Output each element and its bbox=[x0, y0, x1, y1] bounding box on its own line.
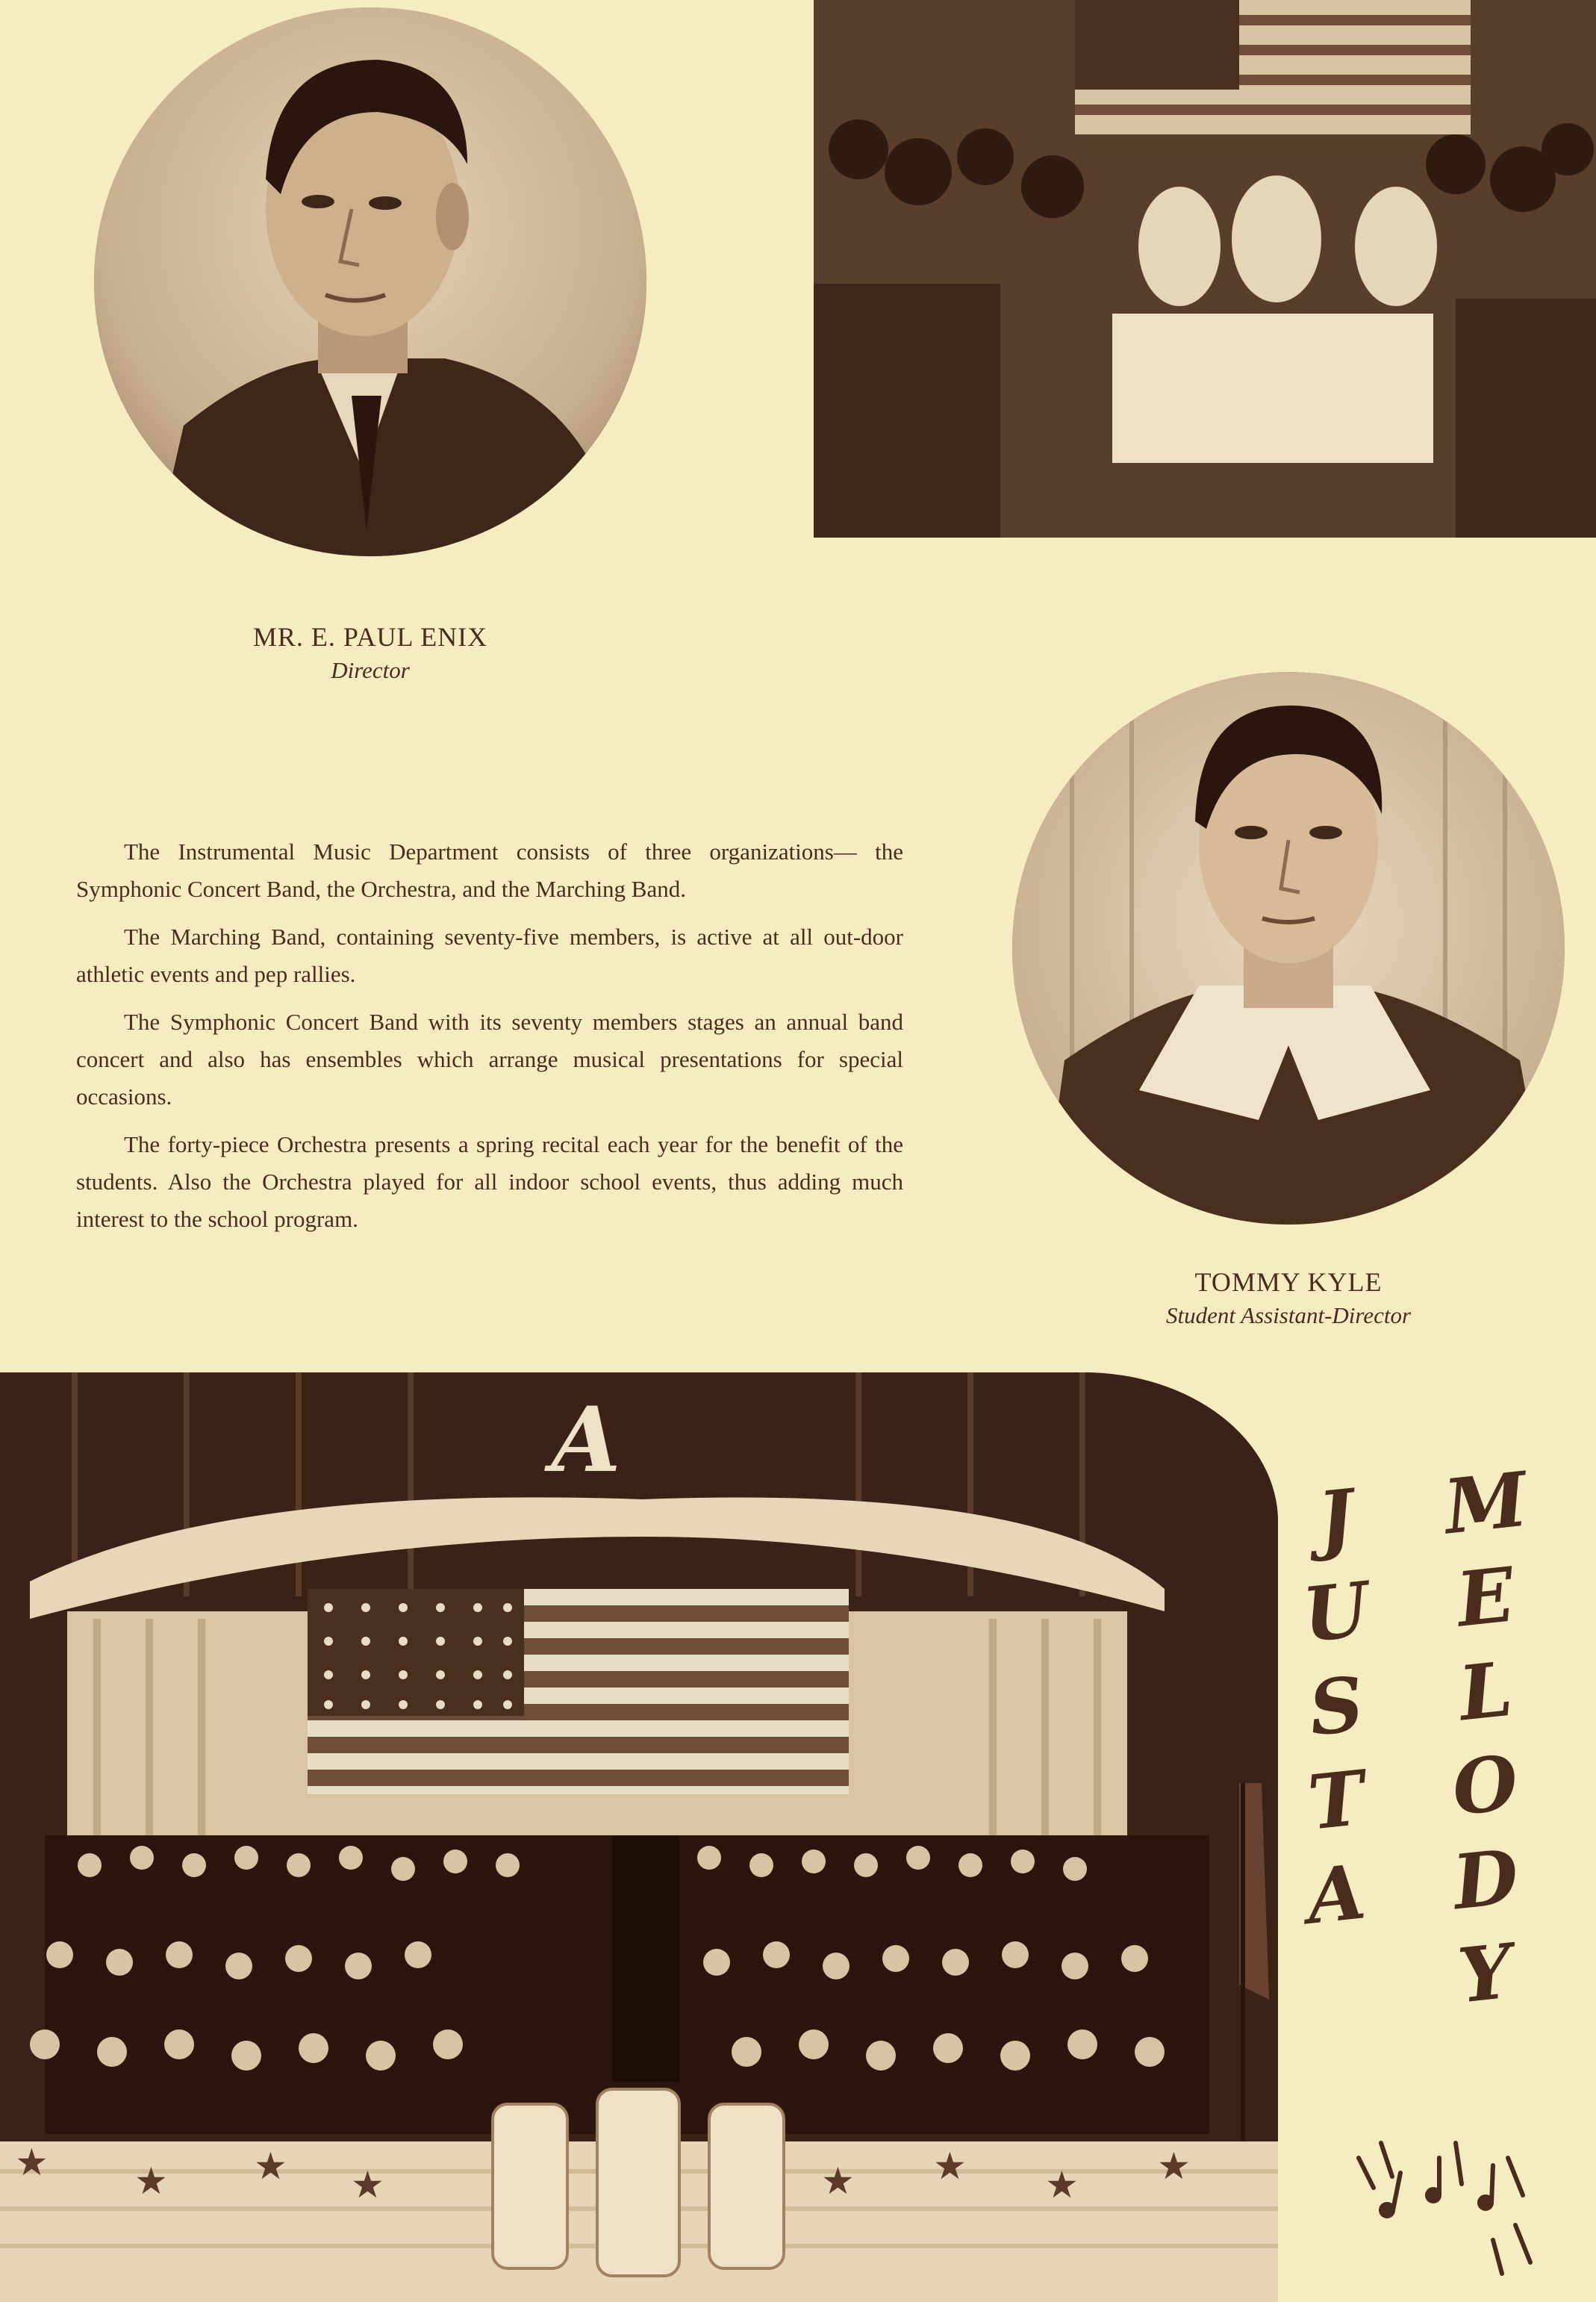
department-description bbox=[76, 833, 903, 1248]
svg-text:★: ★ bbox=[351, 2163, 384, 2206]
assistant-caption bbox=[1102, 1266, 1475, 1329]
title-letter: D bbox=[1448, 1832, 1523, 1927]
paragraph-organizations: The Instrumental Music Department consists of three organizations— the Symphonic Concert Band, the Orchestra, and the Marching Band. bbox=[76, 839, 903, 902]
title-letter: U bbox=[1299, 1564, 1374, 1660]
title-letter: A bbox=[1303, 1847, 1370, 1941]
svg-text:★: ★ bbox=[933, 2144, 967, 2188]
svg-text:★: ★ bbox=[821, 2159, 855, 2203]
svg-text:★: ★ bbox=[1045, 2163, 1079, 2206]
director-title: Director bbox=[331, 657, 410, 683]
banquet-photo bbox=[814, 0, 1596, 538]
music-notes-icon bbox=[1344, 2113, 1553, 2292]
stage-letter: A bbox=[551, 1387, 621, 1493]
svg-text:★: ★ bbox=[15, 2141, 49, 2184]
director-portrait-photo bbox=[94, 7, 646, 556]
title-letter: T bbox=[1303, 1753, 1369, 1847]
title-letter: O bbox=[1448, 1738, 1523, 1833]
title-letter: Y bbox=[1454, 1926, 1517, 2021]
assistant-name: TOMMY KYLE bbox=[1194, 1267, 1383, 1297]
title-letter: J bbox=[1314, 1472, 1359, 1564]
title-letter: L bbox=[1454, 1644, 1517, 1738]
title-letter: E bbox=[1452, 1550, 1519, 1644]
director-caption bbox=[184, 621, 557, 684]
director-name: MR. E. PAUL ENIX bbox=[252, 622, 488, 652]
title-column-melody bbox=[1441, 1456, 1530, 2021]
orchestra-stage-photo bbox=[0, 1372, 1278, 2302]
svg-text:★: ★ bbox=[134, 2159, 168, 2203]
title-column-just-a bbox=[1291, 1471, 1381, 1941]
paragraph-concert-band: The Symphonic Concert Band with its seventy members stages an annual band concert and also has ensembles which arrange musical presentations for special occasions. bbox=[76, 1009, 903, 1110]
paragraph-orchestra: The forty-piece Orchestra presents a spring recital each year for the benefit of the students. Also the Orchestra played for all indoor school events, thus adding much interest to the school program. bbox=[76, 1131, 903, 1232]
assistant-title: Student Assistant-Director bbox=[1165, 1302, 1412, 1328]
assistant-portrait-photo bbox=[1012, 672, 1565, 1225]
title-letter: S bbox=[1304, 1659, 1368, 1753]
svg-text:★: ★ bbox=[1157, 2144, 1191, 2188]
paragraph-marching-band: The Marching Band, containing seventy-five members, is active at all out-door athletic events and pep rallies. bbox=[76, 924, 903, 987]
title-letter: M bbox=[1439, 1455, 1532, 1552]
svg-text:★: ★ bbox=[254, 2144, 287, 2188]
